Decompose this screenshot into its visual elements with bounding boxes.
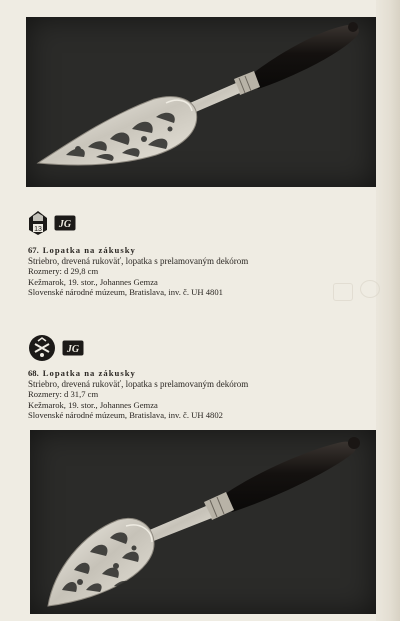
photo-cake-server-67 [26, 17, 376, 187]
maker-mark-text: JG [66, 344, 80, 355]
item-maker: Kežmarok, 19. stor., Johannes Gemza [28, 276, 158, 287]
item-title: Lopatka na zákusky [42, 245, 136, 255]
photo-cake-server-68 [30, 430, 376, 614]
maker-mark-icon [54, 215, 76, 231]
hallmarks-68 [28, 334, 84, 362]
item-description: Striebro, drevená rukoväť, lopatka s prelamovaným dekórom [28, 378, 249, 389]
item-dimensions: Rozmery: d 29,8 cm [28, 266, 99, 277]
maker-mark-icon [62, 340, 84, 356]
item-collection: Slovenské národné múzeum, Bratislava, inv. č. UH 4801 [28, 287, 223, 298]
item-collection: Slovenské národné múzeum, Bratislava, inv. č. UH 4802 [28, 410, 223, 421]
caption-67 [28, 245, 348, 298]
city-hallmark-icon [28, 210, 48, 236]
item-description: Striebro, drevená rukoväť, lopatka s prelamovaným dekórom [28, 255, 249, 266]
item-dimensions: Rozmery: d 31,7 cm [28, 389, 99, 400]
item-number: 67. [28, 245, 39, 255]
hallmarks-67 [28, 210, 76, 236]
ghost-mark [360, 280, 380, 298]
item-title-line [28, 368, 348, 379]
city-hallmark-icon [28, 334, 56, 362]
item-title-line [28, 245, 348, 256]
caption-68 [28, 368, 348, 421]
maker-mark-text: JG [58, 219, 72, 230]
item-maker: Kežmarok, 19. stor., Johannes Gemza [28, 399, 158, 410]
page-edge [376, 0, 400, 621]
item-number: 68. [28, 368, 39, 378]
item-title: Lopatka na zákusky [42, 368, 136, 378]
hallmark-number: 13 [34, 226, 42, 233]
